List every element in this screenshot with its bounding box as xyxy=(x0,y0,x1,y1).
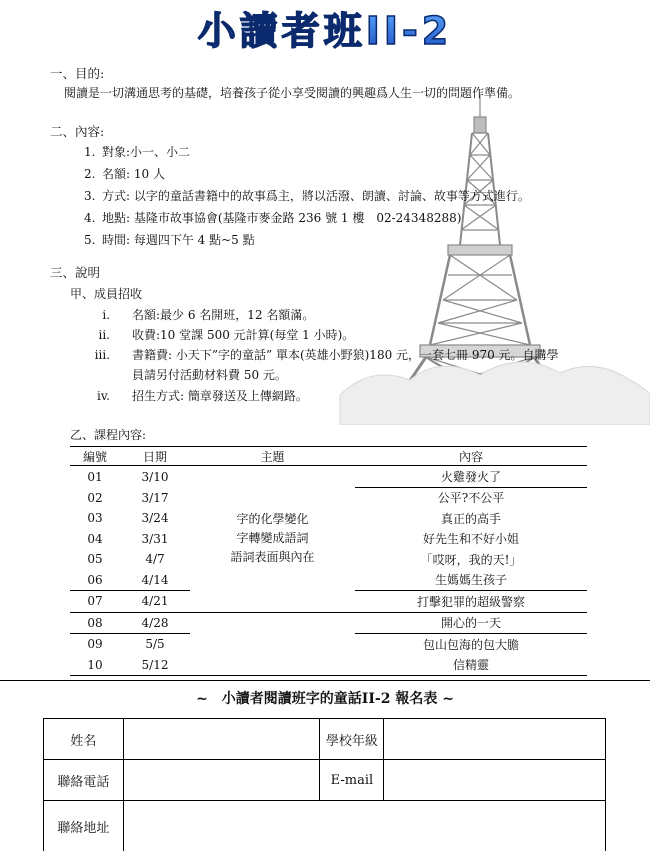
school-label: 學校年級 xyxy=(320,719,384,760)
content-item: 時間: 每週四下午 4 點~5 點 xyxy=(102,233,255,247)
content-item-num: 1. xyxy=(84,145,96,159)
purpose-heading: 一、目的: xyxy=(50,66,105,81)
form-row xyxy=(44,801,606,852)
recruit-item: 招生方式: 簡章發送及上傳網路。 xyxy=(132,389,308,403)
row-date: 3/17 xyxy=(141,490,169,505)
content-item-num: 5. xyxy=(84,233,96,247)
row-no: 03 xyxy=(87,511,103,526)
row-date: 4/28 xyxy=(120,612,190,634)
theme-empty xyxy=(190,634,355,655)
row-content: 公平?不公平 xyxy=(437,491,505,506)
row-date: 5/12 xyxy=(120,655,190,676)
row-content: 真正的高手 xyxy=(440,511,501,526)
row-no: 06 xyxy=(70,570,120,591)
content-heading: 二、內容: xyxy=(50,124,105,139)
content-item-num: 2. xyxy=(84,167,96,181)
row-date: 5/5 xyxy=(145,637,165,652)
table-row xyxy=(70,466,587,488)
schedule-table xyxy=(70,446,587,676)
row-no: 05 xyxy=(87,552,103,567)
theme-line: 字轉變成語詞 xyxy=(236,531,309,546)
recruit-item: 書籍費: 小天下”字的童話” 單本(英雄小野狼)180 元，一套七冊 970 元。自購學 xyxy=(132,348,559,362)
recruit-item: 員請另付活動材料費 50 元。 xyxy=(132,368,287,382)
registration-form xyxy=(43,718,606,851)
theme-line: 字的化學變化 xyxy=(236,512,309,527)
registration-form-title: ~ 小讀者閱讀班字的童話II-2 報名表 ~ xyxy=(196,691,454,707)
row-no: 07 xyxy=(70,591,120,613)
school-field[interactable] xyxy=(384,719,606,760)
notes-heading: 三、說明 xyxy=(50,265,101,280)
email-label: E-mail xyxy=(320,760,384,801)
page-title-text: 小讀者班II-2 xyxy=(197,9,453,53)
form-row xyxy=(44,719,606,760)
row-date: 4/14 xyxy=(120,570,190,591)
row-content: 信精靈 xyxy=(355,655,587,676)
email-field[interactable] xyxy=(384,760,606,801)
form-row xyxy=(44,760,606,801)
recruit-item-num: i. xyxy=(102,308,110,322)
row-no: 01 xyxy=(87,469,103,484)
name-field[interactable] xyxy=(123,719,320,760)
address-label: 聯絡地址 xyxy=(44,801,124,852)
purpose-text: 閱讀是一切溝通思考的基礎，培養孩子從小享受閱讀的興趣爲人生一切的問題作準備。 xyxy=(64,86,521,100)
row-date: 3/31 xyxy=(141,531,169,546)
header-theme: 主題 xyxy=(190,447,355,466)
row-content: 火雞發火了 xyxy=(355,466,587,488)
recruit-item-num: iv. xyxy=(96,389,110,403)
row-date: 4/7 xyxy=(145,552,165,567)
row-content: 「哎呀，我的天!」 xyxy=(420,552,522,567)
recruit-item-num: iii. xyxy=(94,348,110,362)
row-date: 3/24 xyxy=(141,511,169,526)
phone-field[interactable] xyxy=(123,760,320,801)
table-row xyxy=(70,634,587,655)
eiffel-tower-illustration xyxy=(330,95,650,425)
row-no: 02 xyxy=(87,490,103,505)
theme-empty xyxy=(190,612,355,634)
phone-label: 聯絡電話 xyxy=(44,760,124,801)
content-item-num: 3. xyxy=(84,189,96,203)
page-title xyxy=(150,4,500,56)
row-date: 4/21 xyxy=(120,591,190,613)
row-no: 08 xyxy=(70,612,120,634)
recruit-item-num: ii. xyxy=(98,328,110,342)
header-content: 內容 xyxy=(355,447,587,466)
content-item: 方式: 以字的童話書籍中的故事爲主，將以活潑、朗讀、討論、故事等方式進行。 xyxy=(102,189,530,203)
header-date: 日期 xyxy=(120,447,190,466)
row-no: 09 xyxy=(87,637,103,652)
theme-empty xyxy=(190,655,355,676)
header-no: 編號 xyxy=(70,447,120,466)
recruit-heading: 甲、成員招收 xyxy=(70,287,143,301)
row-content: 好先生和不好小姐 xyxy=(422,532,519,547)
row-content: 包山包海的包大膽 xyxy=(422,637,519,652)
address-field[interactable] xyxy=(123,801,605,852)
row-content: 生媽媽生孩子 xyxy=(355,570,587,591)
recruit-item: 名額:最少 6 名開班，12 名額滿。 xyxy=(132,308,315,322)
schedule-header-row xyxy=(70,447,587,466)
table-row xyxy=(70,612,587,634)
section-divider xyxy=(0,680,650,681)
row-content: 開心的一天 xyxy=(355,612,587,634)
row-content: 打擊犯罪的超級警察 xyxy=(355,591,587,613)
name-label: 姓名 xyxy=(44,719,124,760)
content-item: 地點: 基隆市故事協會(基隆市麥金路 236 號 1 樓 02-24348288) xyxy=(102,211,462,225)
table-row xyxy=(70,655,587,676)
theme-line: 語詞表面與內在 xyxy=(230,550,315,565)
content-item: 對象:小一、小二 xyxy=(102,145,191,159)
schedule-heading: 乙、課程內容: xyxy=(70,428,147,442)
row-no: 04 xyxy=(87,531,103,546)
row-no: 10 xyxy=(70,655,120,676)
content-item-num: 4. xyxy=(84,211,96,225)
recruit-item: 收費:10 堂課 500 元計算(每堂 1 小時)。 xyxy=(132,328,355,342)
theme-cell xyxy=(190,466,355,613)
row-date: 3/10 xyxy=(141,469,169,484)
content-item: 名額: 10 人 xyxy=(102,167,165,181)
